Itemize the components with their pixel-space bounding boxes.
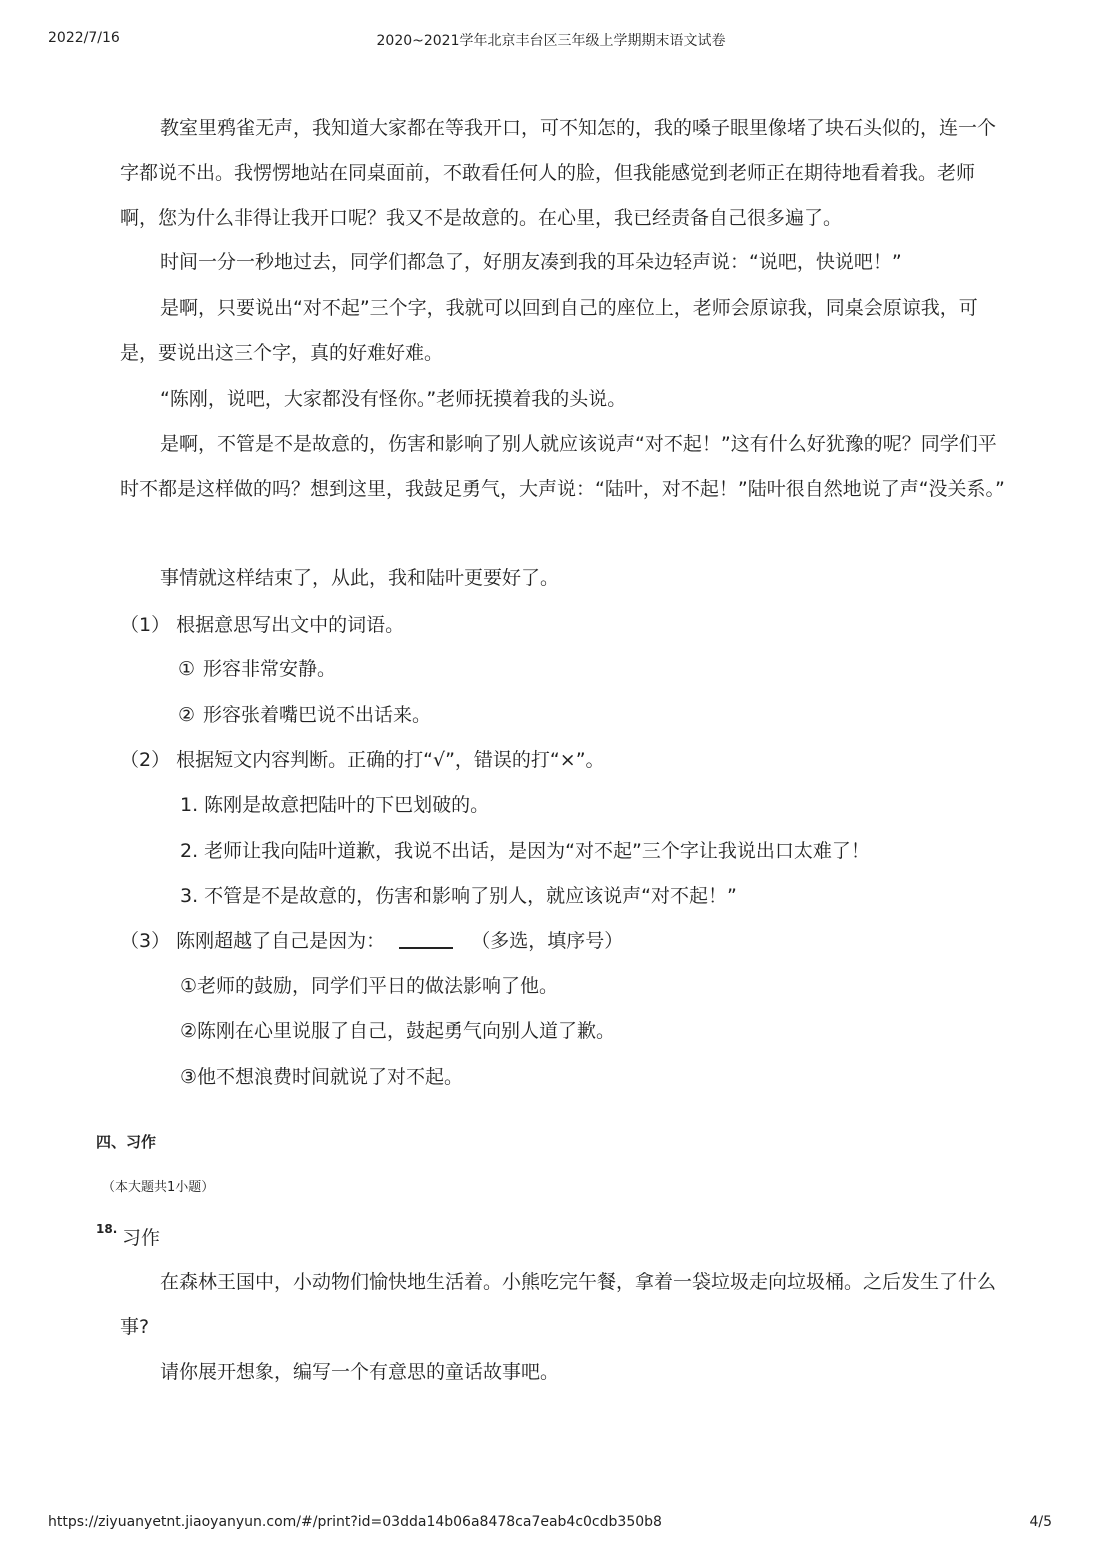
- passage-paragraph: 时间一分一秒地过去，同学们都急了，好朋友凑到我的耳朵边轻声说：“说吧，快说吧！”: [160, 251, 902, 273]
- question-2-label: （2）: [120, 749, 171, 771]
- question-3-item: ②陈刚在心里说服了自己，鼓起勇气向别人道了歉。: [180, 1020, 616, 1042]
- question-1-item: [178, 654, 336, 684]
- answer-blank[interactable]: [399, 927, 453, 949]
- page-url: https://ziyuanyetnt.jiaoyanyun.com/#/print?id=03dda14b06a8478ca7eab4c0cdb350b8: [48, 1514, 662, 1530]
- question-2: [120, 745, 605, 775]
- passage-paragraph: 是啊，不管是不是故意的，伤害和影响了别人就应该说声“对不起！”这有什么好犹豫的呢？同学们平时不都是这样做的吗？想到这里，我鼓足勇气，大声说：“陆叶，对不起！”陆叶很自然地说了声“没关系。”: [120, 433, 1005, 500]
- question-2-item: 3. 不管是不是故意的，伤害和影响了别人，就应该说声“对不起！”: [180, 885, 737, 907]
- question-1-text: 根据意思写出文中的词语。: [176, 614, 405, 636]
- question-3-label: （3）: [120, 930, 171, 952]
- section-heading: 四、习作: [96, 1133, 157, 1151]
- question-2-item: 2. 老师让我向陆叶道歉，我说不出话，是因为“对不起”三个字让我说出口太难了！: [180, 840, 870, 862]
- passage-paragraph: 事情就这样结束了，从此，我和陆叶更要好了。: [160, 567, 560, 589]
- question-2-text: 根据短文内容判断。正确的打“√”，错误的打“×”。: [176, 749, 605, 771]
- item-text: 形容张着嘴巴说不出话来。: [203, 704, 432, 726]
- print-date: 2022/7/16: [48, 30, 120, 46]
- question-1-item: [178, 700, 431, 730]
- passage-paragraph: 教室里鸦雀无声，我知道大家都在等我开口，可不知怎的，我的嗓子眼里像堵了块石头似的，连一个字都说不出。我愣愣地站在同桌面前，不敢看任何人的脸，但我能感觉到老师正在期待地看着我。老师啊，您为什么非得让我开口呢？我又不是故意的。在心里，我已经责备自己很多遍了。: [120, 117, 997, 229]
- document-title: 2020~2021学年北京丰台区三年级上学期期末语文试卷: [376, 33, 726, 49]
- question-1-label: （1）: [120, 614, 171, 636]
- question-2-item: 1. 陈刚是故意把陆叶的下巴划破的。: [180, 794, 490, 816]
- passage-paragraph: “陈刚，说吧，大家都没有怪你。”老师抚摸着我的头说。: [160, 388, 627, 410]
- item-mark: ②: [178, 704, 196, 726]
- prompt-paragraph: 在森林王国中，小动物们愉快地生活着。小熊吃完午餐，拿着一袋垃圾走向垃圾桶。之后发生了什么事?: [120, 1271, 997, 1338]
- question-3-item: ③他不想浪费时间就说了对不起。: [180, 1066, 464, 1088]
- item-text: 形容非常安静。: [203, 658, 337, 680]
- question-3-suffix: （多选，填序号）: [471, 930, 624, 952]
- section-note: （本大题共1小题）: [102, 1180, 215, 1195]
- prompt-paragraph: 请你展开想象，编写一个有意思的童话故事吧。: [160, 1361, 560, 1383]
- passage-paragraph: 是啊，只要说出“对不起”三个字，我就可以回到自己的座位上，老师会原谅我，同桌会原谅我，可是，要说出这三个字，真的好难好难。: [120, 297, 978, 364]
- question-3: [120, 926, 623, 956]
- question-1: [120, 610, 404, 640]
- question-3-item: ①老师的鼓励，同学们平日的做法影响了他。: [180, 975, 559, 997]
- question-title: 习作: [122, 1227, 161, 1249]
- question-3-text: 陈刚超越了自己是因为：: [176, 930, 386, 952]
- page-number: 4/5: [1029, 1514, 1052, 1530]
- question-number: 18.: [96, 1222, 118, 1236]
- item-mark: ①: [178, 658, 196, 680]
